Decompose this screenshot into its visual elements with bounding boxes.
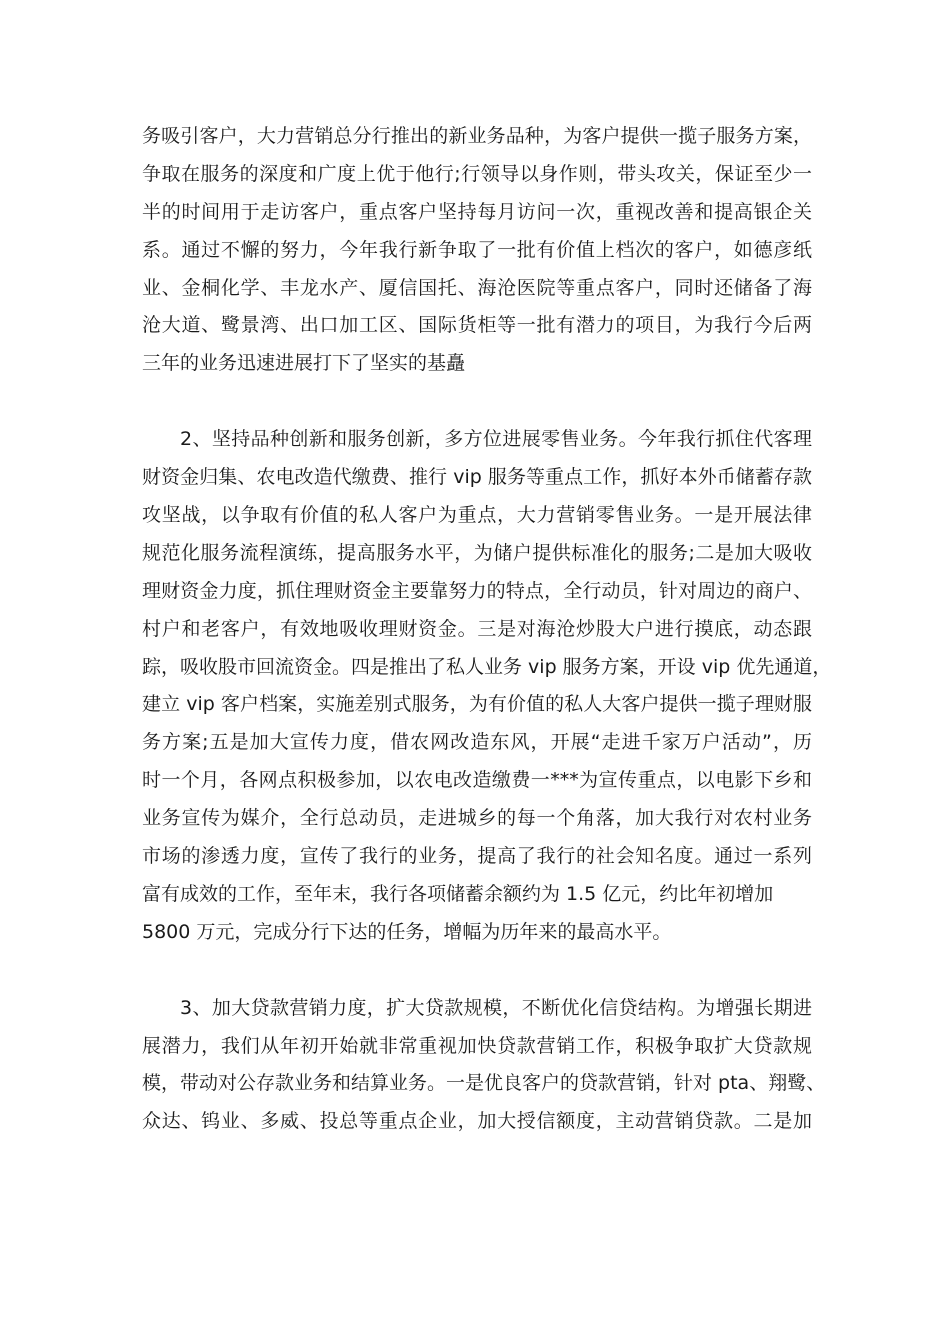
text-line: 村户和老客户，有效地吸收理财资金。三是对海沧炒股大户进行摸底，动态跟 xyxy=(142,617,812,640)
paragraph-2 xyxy=(142,421,832,951)
text-line: 争取在服务的深度和广度上优于他行;行领导以身作则，带头攻关，保证至少一 xyxy=(142,162,812,185)
text-line: 展潜力，我们从年初开始就非常重视加快贷款营销工作，积极争取扩大贷款规 xyxy=(142,1034,812,1057)
text-line: 务方案;五是加大宣传力度，借农网改造东风，开展“走进千家万户活动”，历 xyxy=(142,731,812,754)
text-line: 众达、钨业、多威、投总等重点企业，加大授信额度，主动营销贷款。二是加 xyxy=(142,1110,812,1133)
document-body xyxy=(142,118,832,1141)
text-line: 2、坚持品种创新和服务创新，多方位进展零售业务。今年我行抓住代客理 xyxy=(180,428,812,451)
text-line: 务吸引客户，大力营销总分行推出的新业务品种，为客户提供一揽子服务方案， xyxy=(142,125,812,147)
text-line: 三年的业务迅速进展打下了坚实的基矗 xyxy=(142,352,466,375)
text-line: 业务宣传为媒介，全行总动员，走进城乡的每一个角落，加大我行对农村业务 xyxy=(142,807,812,830)
paragraph-spacer xyxy=(142,383,812,421)
text-line: 沧大道、鹭景湾、出口加工区、国际货柜等一批有潜力的项目，为我行今后两 xyxy=(142,314,812,337)
text-line: 时一个月，各网点积极参加，以农电改造缴费一***为宣传重点，以电影下乡和 xyxy=(142,769,812,792)
text-line: 半的时间用于走访客户，重点客户坚持每月访问一次，重视改善和提高银企关 xyxy=(142,200,812,223)
text-line: 业、金桐化学、丰龙水产、厦信国托、海沧医院等重点客户，同时还储备了海 xyxy=(142,276,812,299)
text-line: 市场的渗透力度，宣传了我行的业务，提高了我行的社会知名度。通过一系列 xyxy=(142,845,812,868)
text-line: 规范化服务流程演练，提高服务水平，为储户提供标准化的服务;二是加大吸收 xyxy=(142,541,812,564)
text-line: 系。通过不懈的努力，今年我行新争取了一批有价值上档次的客户，如德彦纸 xyxy=(142,238,812,261)
paragraph-3 xyxy=(142,990,826,1142)
text-line: 建立 vip 客户档案，实施差别式服务，为有价值的私人大客户提供一揽子理财服 xyxy=(142,693,812,716)
text-line: 理财资金力度，抓住理财资金主要靠努力的特点，全行动员，针对周边的商户、 xyxy=(142,579,812,602)
text-line: 财资金归集、农电改造代缴费、推行 vip 服务等重点工作，抓好本外币储蓄存款 xyxy=(142,466,812,489)
paragraph-spacer xyxy=(142,952,812,990)
text-line: 5800 万元，完成分行下达的任务，增幅为历年来的最高水平。 xyxy=(142,920,672,943)
text-line: 攻坚战，以争取有价值的私人客户为重点，大力营销零售业务。一是开展法律 xyxy=(142,504,812,527)
text-line: 3、加大贷款营销力度，扩大贷款规模，不断优化信贷结构。为增强长期进 xyxy=(180,996,812,1019)
text-line: 踪，吸收股市回流资金。四是推出了私人业务 vip 服务方案，开设 vip 优先通道， xyxy=(142,655,832,678)
text-line: 富有成效的工作，至年末，我行各项储蓄余额约为 1.5 亿元，约比年初增加 xyxy=(142,882,774,905)
paragraph-1 xyxy=(142,118,812,383)
text-line: 模，带动对公存款业务和结算业务。一是优良客户的贷款营销，针对 pta、翔鹭、 xyxy=(142,1072,826,1095)
